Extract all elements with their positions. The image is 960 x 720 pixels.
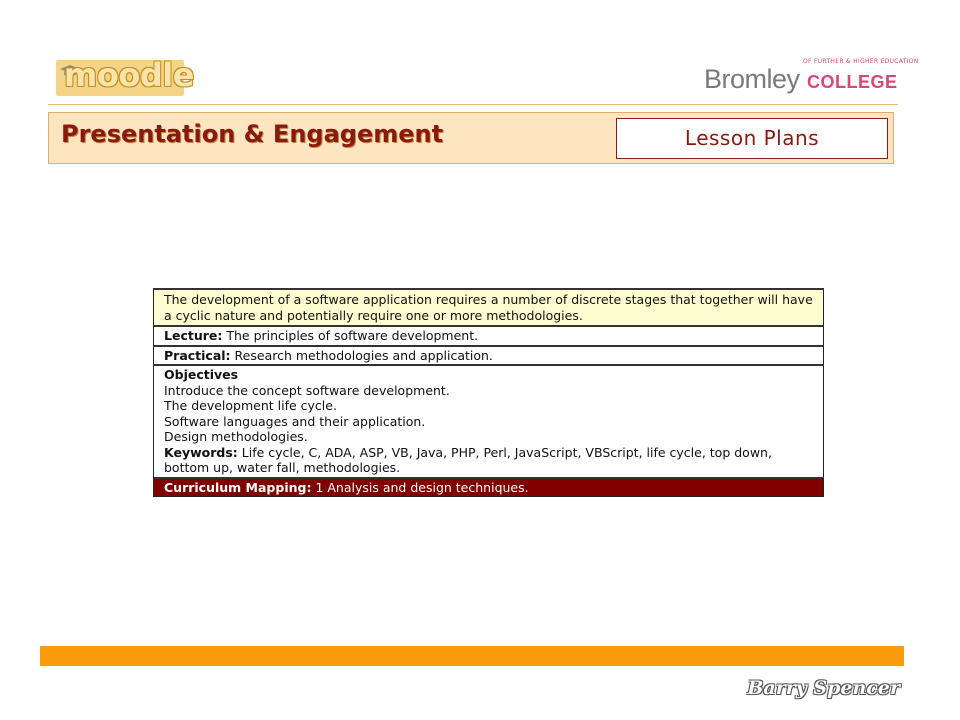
intro-cell: The development of a software application requires a number of discrete stages that together will have a cyclic nature and potentially require one or more methodologies. xyxy=(154,289,824,326)
lecture-row xyxy=(154,326,824,346)
lesson-plan-table xyxy=(153,288,824,497)
author-name: Barry Spencer xyxy=(747,677,900,699)
moodle-logo xyxy=(56,56,194,96)
objective-item: Introduce the concept software development. xyxy=(164,382,450,398)
title-bar xyxy=(48,112,894,164)
practical-label: Practical: xyxy=(164,347,231,363)
lecture-label: Lecture: xyxy=(164,328,223,343)
lecture-text: The principles of software development. xyxy=(226,328,479,343)
objective-item: Software languages and their application. xyxy=(164,413,426,429)
mapping-text: 1 Analysis and design techniques. xyxy=(315,479,529,495)
lesson-plans-button[interactable]: Lesson Plans xyxy=(616,118,888,159)
objective-item: The development life cycle. xyxy=(164,398,337,413)
keywords-label: Keywords: xyxy=(164,444,238,460)
college-tagline: OF FURTHER & HIGHER EDUCATION xyxy=(803,58,919,65)
page-title: Presentation & Engagement xyxy=(61,120,444,148)
practical-cell xyxy=(154,346,824,366)
keywords-line xyxy=(164,445,813,476)
objectives-cell xyxy=(154,365,824,478)
mapping-label: Curriculum Mapping: xyxy=(164,479,312,495)
practical-row xyxy=(154,346,824,366)
moodle-logo-text: moodle xyxy=(64,56,194,94)
objectives-heading: Objectives xyxy=(164,367,239,382)
objective-item: Design methodologies. xyxy=(164,429,308,444)
header-divider xyxy=(48,104,898,105)
lecture-cell xyxy=(154,326,824,346)
practical-text: Research methodologies and application. xyxy=(234,347,493,363)
curriculum-mapping-cell xyxy=(154,478,824,497)
intro-row xyxy=(154,289,824,326)
college-logo xyxy=(700,58,919,102)
keywords-text: Life cycle, C, ADA, ASP, VB, Java, PHP, Perl, JavaScript, VBScript, life cycle, top down, bottom up, water fall, methodologies. xyxy=(164,444,772,475)
college-name-accent: COLLEGE xyxy=(807,72,898,92)
college-name-main: Bromley xyxy=(704,64,800,94)
curriculum-mapping-row xyxy=(154,478,824,497)
objectives-row xyxy=(154,365,824,478)
footer-band xyxy=(40,646,904,666)
